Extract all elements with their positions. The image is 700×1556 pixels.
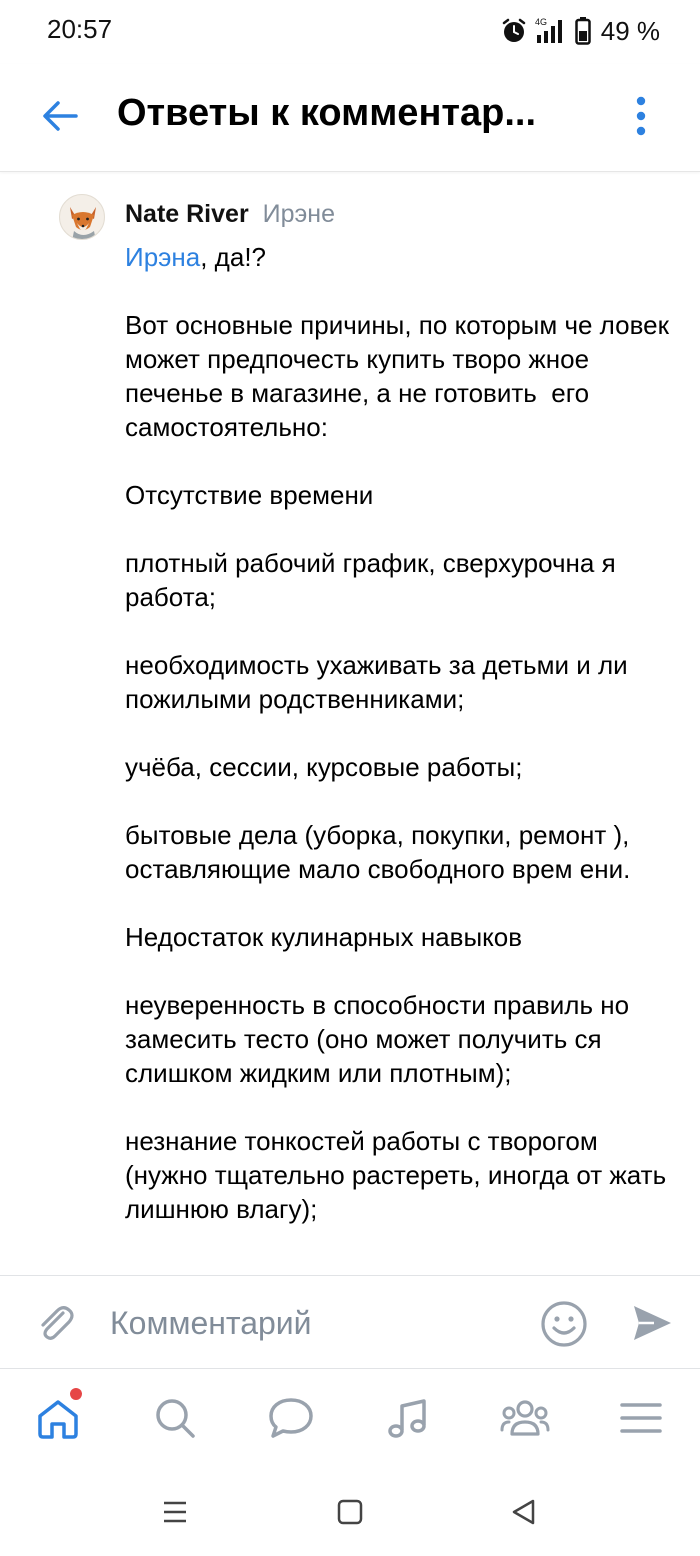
home-icon [34,1394,82,1442]
bottom-tab-bar [0,1370,700,1462]
search-icon [151,1394,199,1442]
network-type: 4G [534,17,547,27]
comment-body-text: , да!? Вот основные причины, по которым че ловек может предпочесть купить творо жное печенье в магазине, а не готовить его самостоятельно: Отсутствие времени плотный рабочий график, сверхурочна я работа; необходимость ухаживать за детьми и ли пожилыми родственниками; учёба, сессии, курсовые работы; бытовые дела (уборка, покупки, ремонт ), оставляющие мало свободного врем ени. Недостаток кулинарных навыков неуверенность в способности правиль но замесить тесто (оно может получить ся слишком жидким или плотным); незнание тонкостей работы с творогом (нужно тщательно растереть, иногда от жать лишнюю влагу); [125,242,669,1224]
mention-link[interactable]: Ирэна [125,242,201,272]
recent-apps-button[interactable] [155,1492,195,1532]
tab-menu[interactable] [613,1390,669,1446]
tab-friends[interactable] [497,1390,553,1446]
back-button[interactable] [30,86,90,146]
smile-icon [540,1300,588,1348]
chat-bubble-icon [266,1394,316,1442]
music-note-icon [384,1394,432,1442]
paperclip-icon [33,1301,77,1345]
comment-composer [0,1275,700,1369]
comment-header [125,200,335,229]
attach-button[interactable] [30,1298,80,1348]
more-vertical-icon [635,96,647,136]
comment [0,172,700,1275]
reply-to[interactable]: Ирэне [262,200,336,228]
fox-avatar-icon [60,195,105,240]
comment-text [125,240,685,1226]
avatar[interactable] [59,194,105,240]
notification-badge [70,1388,82,1400]
signal-icon [535,17,567,45]
people-icon [499,1394,551,1442]
recent-apps-icon [162,1500,188,1524]
tab-home[interactable] [30,1390,86,1446]
tab-music[interactable] [380,1390,436,1446]
alarm-icon [501,18,527,44]
status-time: 20:57 [47,14,113,44]
more-button[interactable] [618,86,664,146]
author-name[interactable]: Nate River [125,200,249,228]
comment-input[interactable] [110,1298,520,1348]
send-icon [630,1301,674,1345]
tab-search[interactable] [147,1390,203,1446]
system-nav-bar [0,1462,700,1556]
back-system-button[interactable] [503,1492,543,1532]
square-icon [337,1499,363,1525]
battery-percent: 49 % [600,15,660,46]
page-title: Ответы к комментар... [117,92,537,134]
tab-messages[interactable] [263,1390,319,1446]
send-button[interactable] [627,1298,677,1348]
home-system-button[interactable] [330,1492,370,1532]
arrow-left-icon [40,96,80,136]
battery-icon [575,17,591,45]
triangle-back-icon [510,1498,536,1526]
app-header [0,64,700,172]
status-icons [501,14,660,48]
emoji-button[interactable] [538,1298,590,1350]
menu-icon [618,1398,664,1438]
status-bar [0,0,700,64]
